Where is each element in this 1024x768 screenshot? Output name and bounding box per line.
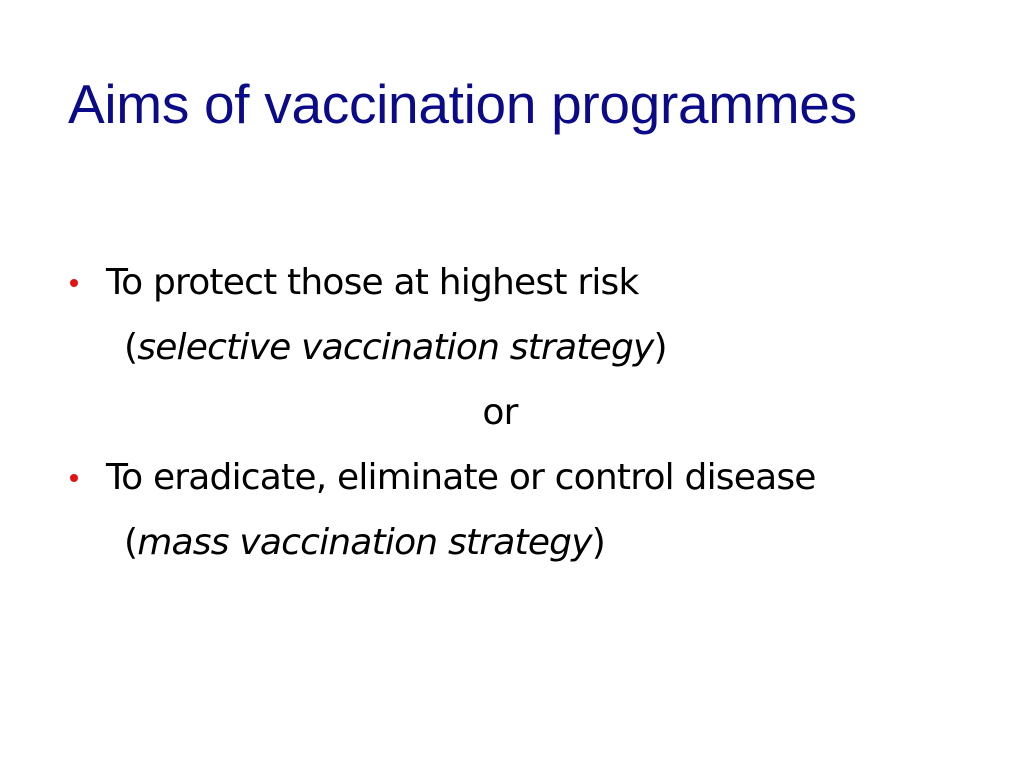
bullet-text: To protect those at highest risk bbox=[106, 262, 639, 303]
open-paren: ( bbox=[124, 522, 138, 563]
bullet-text: To eradicate, eliminate or control disease bbox=[106, 457, 816, 498]
bullet-strategy-2 bbox=[124, 518, 605, 568]
strategy-name: mass vaccination strategy bbox=[137, 522, 592, 563]
open-paren: ( bbox=[124, 327, 138, 368]
strategy-name: selective vaccination strategy bbox=[137, 327, 654, 368]
bullet-dot-icon bbox=[70, 279, 78, 287]
close-paren: ) bbox=[591, 522, 605, 563]
bullet-strategy-1 bbox=[124, 323, 667, 373]
connector-text: or bbox=[482, 392, 518, 433]
slide-title: Aims of vaccination programmes bbox=[68, 73, 857, 135]
bullet-dot-icon bbox=[70, 474, 78, 482]
close-paren: ) bbox=[653, 327, 667, 368]
